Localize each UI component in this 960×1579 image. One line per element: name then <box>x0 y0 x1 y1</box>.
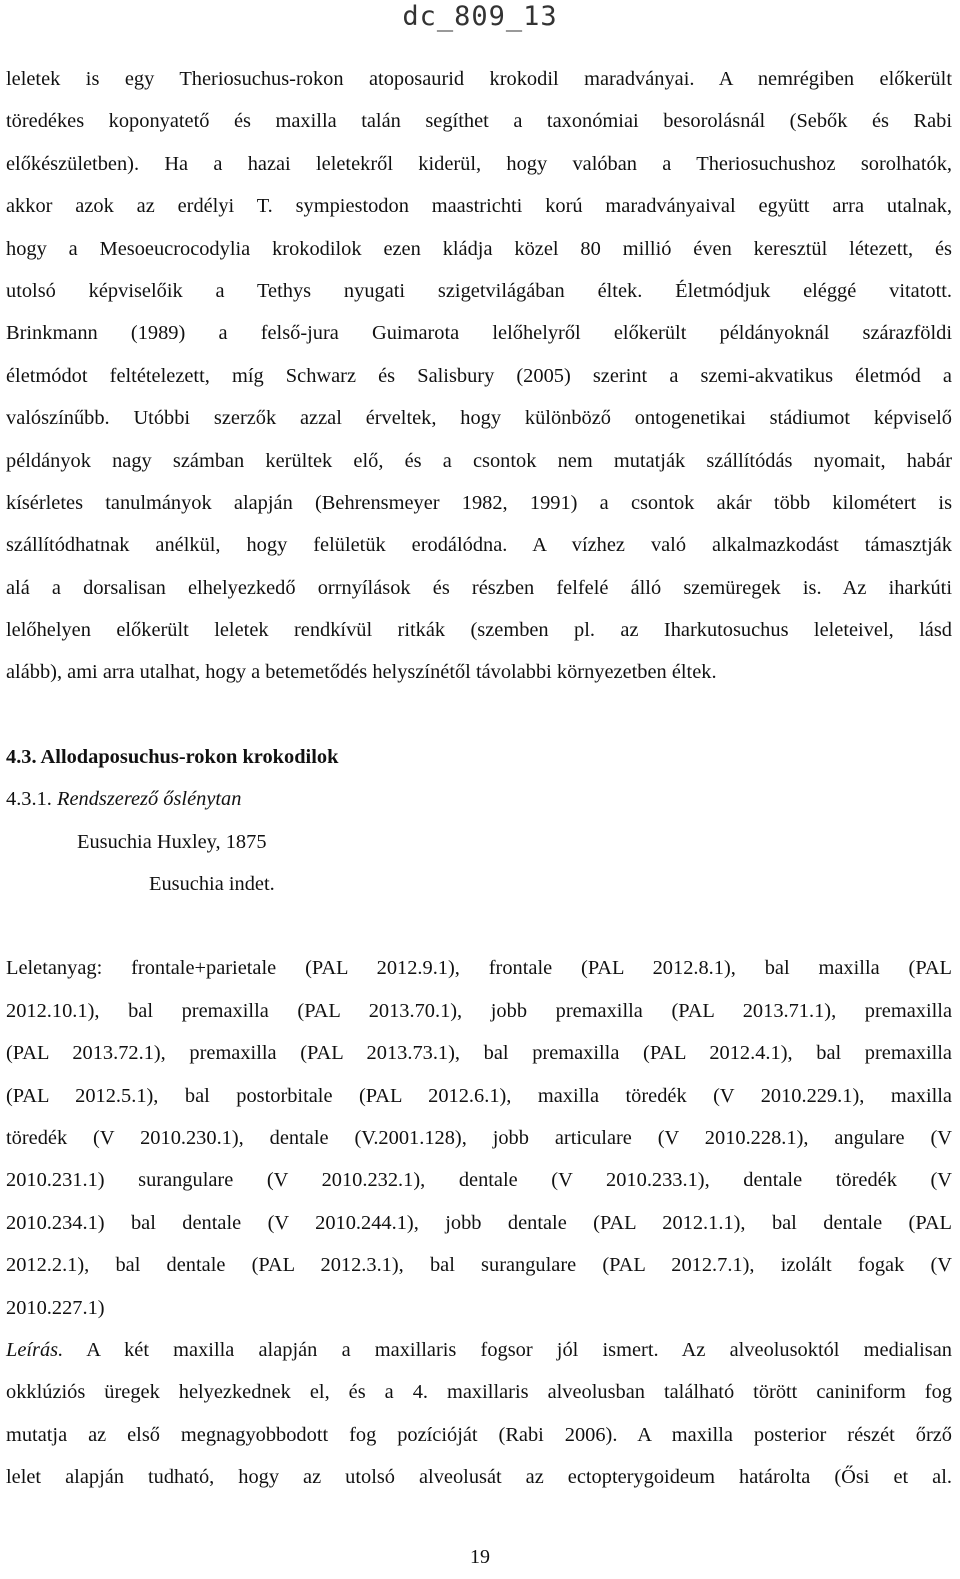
section-heading: 4.3. Allodaposuchus-rokon krokodilok <box>6 745 339 768</box>
text-line: töredék (V 2010.230.1), dentale (V.2001.128), jobb articulare (V 2010.228.1), angulare (V <box>6 1127 952 1150</box>
text-line: lelőhelyen előkerült leletek rendkívül ritkák (szemben pl. az Iharkutosuchus leleteivel, lásd <box>6 619 952 642</box>
spacer <box>6 694 952 736</box>
text-line: lelet alapján tudható, hogy az utolsó alveolusát az ectopterygoideum határolta (Ősi et al. <box>6 1466 952 1489</box>
text-line: Leletanyag: frontale+parietale (PAL 2012.9.1), frontale (PAL 2012.8.1), bal maxilla (PAL <box>6 957 952 980</box>
text-line: valószínűbb. Utóbbi szerzők azzal érveltek, hogy különböző ontogenetikai stádiumot képviselő <box>6 407 952 430</box>
page-number: 19 <box>470 1546 490 1568</box>
text-line: okklúziós üregek helyezkednek el, és a 4. maxillaris alveolusban található törött caniniform fog <box>6 1381 952 1404</box>
text-line: alá a dorsalisan elhelyezkedő orrnyílások és részben felfelé álló szemüregek is. Az iharkúti <box>6 576 952 599</box>
taxon-eusuchia-indet: Eusuchia indet. <box>149 873 275 896</box>
text-line: (PAL 2013.72.1), premaxilla (PAL 2013.73.1), bal premaxilla (PAL 2012.4.1), bal premaxilla <box>6 1042 952 1065</box>
text-line: leletek is egy Theriosuchus-rokon atoposaurid krokodil maradványai. A nemrégiben előkerült <box>6 68 952 90</box>
text-line <box>6 1329 952 1371</box>
document-id-header: dc_809_13 <box>402 1 558 32</box>
text-line: példányok nagy számban kerültek elő, és a csontok nem mutatják szállítódás nyomait, habár <box>6 449 952 472</box>
subsection-title: Rendszerező őslénytan <box>57 788 242 811</box>
text-line: szállítódhatnak anélkül, hogy felületük erodálódna. A vízhez való alkalmazkodást támasztják <box>6 534 952 557</box>
subsection-number: 4.3.1. <box>6 788 52 811</box>
text-line: 2010.234.1) bal dentale (V 2010.244.1), jobb dentale (PAL 2012.1.1), bal dentale (PAL <box>6 1211 952 1234</box>
paragraph-description <box>6 1329 952 1499</box>
taxon-eusuchia: Eusuchia Huxley, 1875 <box>77 830 267 853</box>
text-line: 2012.2.1), bal dentale (PAL 2012.3.1), bal surangulare (PAL 2012.7.1), izolált fogak (V <box>6 1254 952 1277</box>
text-line: alább), ami arra utalhat, hogy a betemetődés helyszínétől távolabbi környezetben éltek. <box>6 661 717 684</box>
text-line: Brinkmann (1989) a felső-jura Guimarota lelőhelyről előkerült példányoknál szárazföldi <box>6 322 952 345</box>
paragraph-material <box>6 947 952 1329</box>
text-line: akkor azok az erdélyi T. sympiestodon maastrichti korú maradványaival együtt arra utalnak, <box>6 195 952 218</box>
description-first-line: A két maxilla alapján a maxillaris fogsor jól ismert. Az alveolusoktól medialisan <box>86 1339 952 1361</box>
text-line: mutatja az első megnagyobbodott fog pozícióját (Rabi 2006). A maxilla posterior részét őrző <box>6 1423 952 1446</box>
spacer <box>6 905 952 947</box>
subsection-heading <box>6 778 952 820</box>
text-line: utolsó képviselőik a Tethys nyugati szigetvilágában éltek. Életmódjuk eléggé vitatott. <box>6 279 952 302</box>
description-lead: Leírás. <box>6 1339 64 1361</box>
text-line: 2012.10.1), bal premaxilla (PAL 2013.70.1), jobb premaxilla (PAL 2013.71.1), premaxilla <box>6 999 952 1022</box>
text-line: hogy a Mesoeucrocodylia krokodilok ezen kládja közel 80 millió éven keresztül létezett, és <box>6 237 952 260</box>
text-line: életmódot feltételezett, míg Schwarz és Salisbury (2005) szerint a szemi-akvatikus életmód a <box>6 364 952 387</box>
paragraph-theriosuchus <box>6 58 952 694</box>
page-body <box>6 58 952 1499</box>
text-line: (PAL 2012.5.1), bal postorbitale (PAL 2012.6.1), maxilla töredék (V 2010.229.1), maxilla <box>6 1084 952 1107</box>
text-line: kísérletes tanulmányok alapján (Behrensmeyer 1982, 1991) a csontok akár több kilométert is <box>6 491 952 514</box>
text-line: 2010.227.1) <box>6 1296 105 1319</box>
text-line: előkészületben). Ha a hazai leletekről kiderül, hogy valóban a Theriosuchushoz sorolhatók, <box>6 152 952 175</box>
text-line: töredékes koponyatető és maxilla talán segíthet a taxonómiai besorolásnál (Sebők és Rabi <box>6 110 952 133</box>
text-line: 2010.231.1) surangulare (V 2010.232.1), dentale (V 2010.233.1), dentale töredék (V <box>6 1169 952 1192</box>
